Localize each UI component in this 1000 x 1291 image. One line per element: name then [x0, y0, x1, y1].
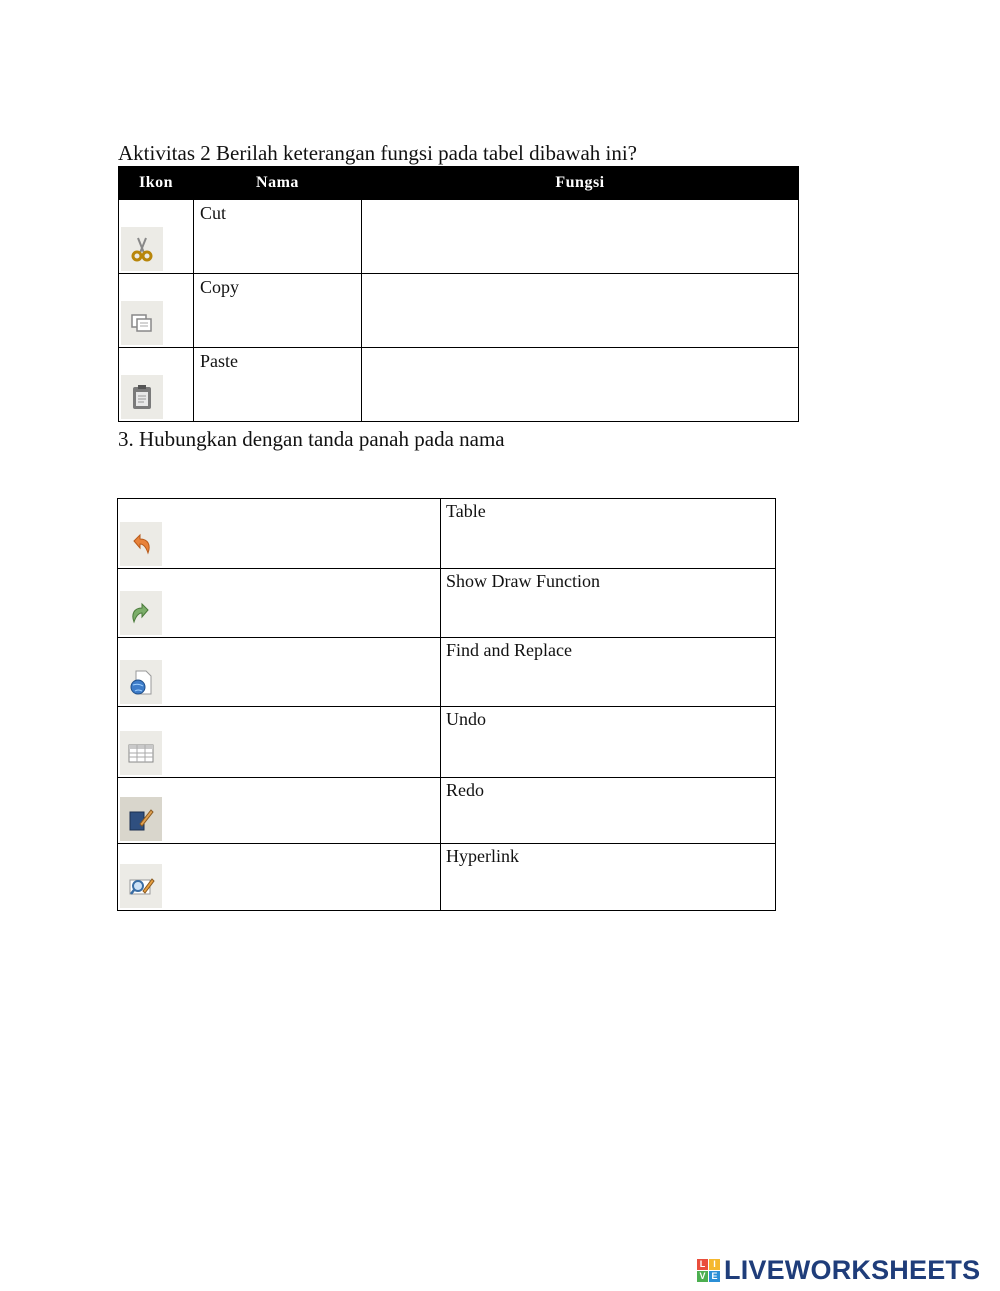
logo-letter: I	[709, 1259, 720, 1270]
logo-letter: L	[697, 1259, 708, 1270]
table-row	[118, 499, 776, 569]
fungsi-answer-cell[interactable]	[362, 200, 799, 274]
match-label[interactable]: Hyperlink	[441, 844, 776, 911]
table-row	[119, 348, 799, 422]
scissors-icon	[121, 227, 163, 271]
table-grid-icon	[120, 731, 162, 775]
icon-cell	[119, 348, 194, 422]
name-cell: Copy	[194, 274, 362, 348]
column-header-ikon: Ikon	[119, 167, 194, 200]
icon-cell	[118, 778, 441, 844]
icon-cell	[119, 200, 194, 274]
match-label[interactable]: Show Draw Function	[441, 569, 776, 638]
icon-cell	[119, 274, 194, 348]
logo-letter: E	[709, 1271, 720, 1282]
icon-cell	[118, 844, 441, 911]
matching-table	[117, 498, 776, 911]
draw-function-icon	[120, 797, 162, 841]
copy-icon	[121, 301, 163, 345]
icon-cell	[118, 569, 441, 638]
table-row	[119, 200, 799, 274]
table-row	[118, 638, 776, 707]
match-label[interactable]: Find and Replace	[441, 638, 776, 707]
table-row	[118, 569, 776, 638]
name-cell: Paste	[194, 348, 362, 422]
icon-cell	[118, 499, 441, 569]
name-cell: Cut	[194, 200, 362, 274]
table-row	[118, 707, 776, 778]
fungsi-answer-cell[interactable]	[362, 274, 799, 348]
match-label[interactable]: Undo	[441, 707, 776, 778]
redo-arrow-icon	[120, 591, 162, 635]
fungsi-answer-cell[interactable]	[362, 348, 799, 422]
liveworksheets-logo	[697, 1254, 980, 1286]
clipboard-icon	[121, 375, 163, 419]
match-label[interactable]: Table	[441, 499, 776, 569]
column-header-fungsi: Fungsi	[362, 167, 799, 200]
table-row	[119, 274, 799, 348]
activity2-heading: Aktivitas 2 Berilah keterangan fungsi pada tabel dibawah ini?	[118, 141, 638, 165]
logo-letter: V	[697, 1271, 708, 1282]
hyperlink-globe-icon	[120, 660, 162, 704]
logo-text: LIVEWORKSHEETS	[724, 1254, 981, 1285]
logo-mark	[697, 1259, 720, 1282]
table-header-row	[119, 167, 799, 200]
table-row	[118, 844, 776, 911]
table-row	[118, 778, 776, 844]
activity3-heading: 3. Hubungkan dengan tanda panah pada nama	[118, 427, 505, 451]
icon-cell	[118, 707, 441, 778]
icon-cell	[118, 638, 441, 707]
find-replace-icon	[120, 864, 162, 908]
column-header-nama: Nama	[194, 167, 362, 200]
function-table	[118, 166, 799, 422]
undo-arrow-icon	[120, 522, 162, 566]
match-label[interactable]: Redo	[441, 778, 776, 844]
